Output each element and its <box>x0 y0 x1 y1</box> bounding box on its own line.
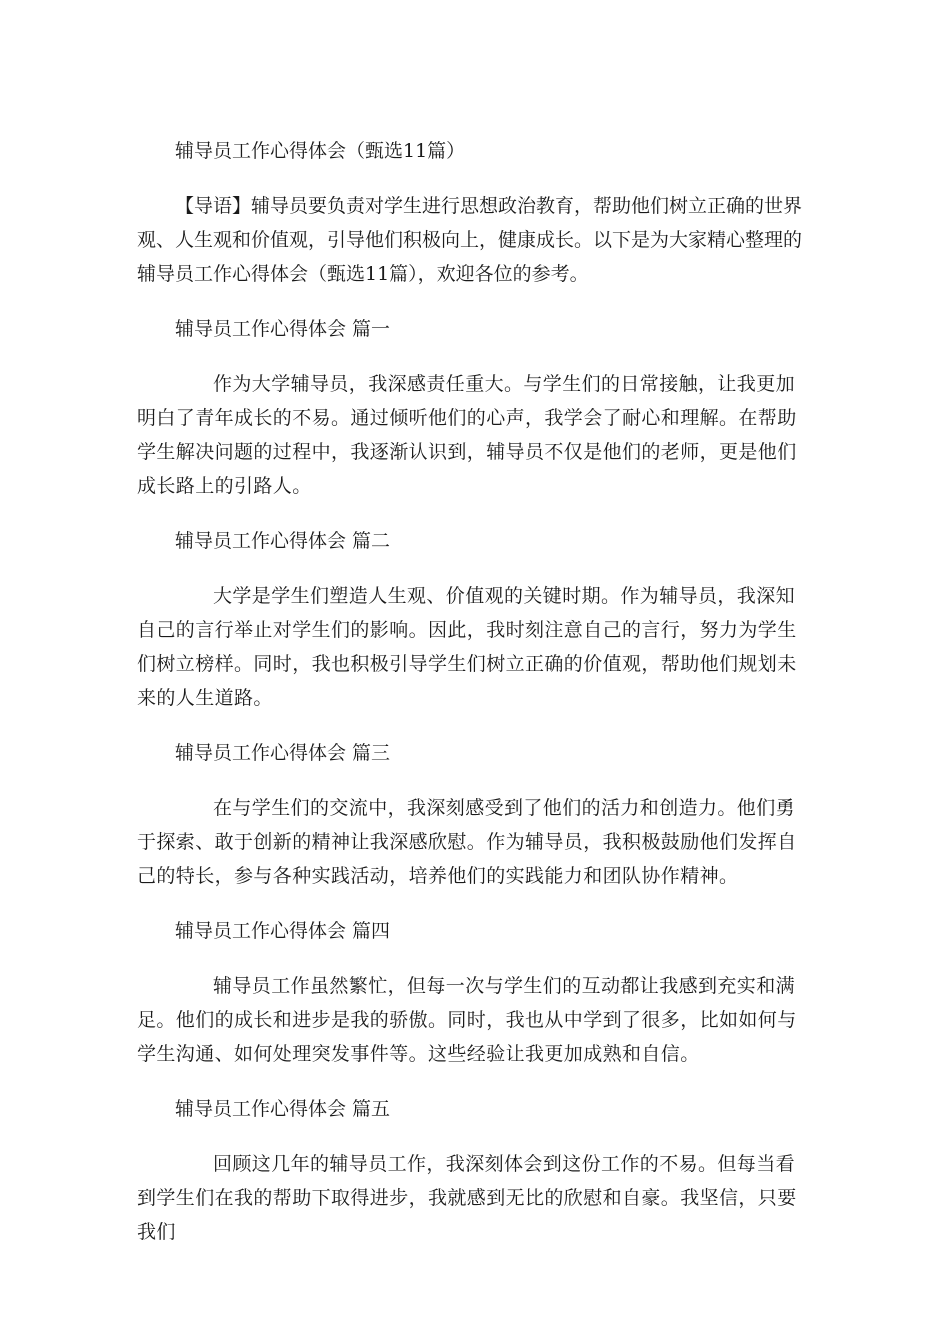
document-content <box>137 134 813 1270</box>
section-heading-2: 辅导员工作心得体会 篇二 <box>175 530 391 552</box>
section-heading-5: 辅导员工作心得体会 篇五 <box>175 1098 391 1120</box>
intro-paragraph: 【导语】辅导员要负责对学生进行思想政治教育，帮助他们树立正确的世界观、人生观和价值观，引导他们积极向上，健康成长。以下是为大家精心整理的辅导员工作心得体会（甄选11篇），欢迎各位的参考。 <box>137 195 803 285</box>
section-body-3: 在与学生们的交流中，我深刻感受到了他们的活力和创造力。他们勇于探索、敢于创新的精神让我深感欣慰。作为辅导员，我积极鼓励他们发挥自己的特长，参与各种实践活动，培养他们的实践能力和团队协作精神。 <box>137 797 797 887</box>
document-title: 辅导员工作心得体会（甄选11篇） <box>175 140 466 162</box>
section-body-2: 大学是学生们塑造人生观、价值观的关键时期。作为辅导员，我深知自己的言行举止对学生们的影响。因此，我时刻注意自己的言行，努力为学生们树立榜样。同时，我也积极引导学生们树立正确的价值观，帮助他们规划未来的人生道路。 <box>137 585 797 709</box>
section-heading-1: 辅导员工作心得体会 篇一 <box>175 318 391 340</box>
section-body-5: 回顾这几年的辅导员工作，我深刻体会到这份工作的不易。但每当看到学生们在我的帮助下取得进步，我就感到无比的欣慰和自豪。我坚信，只要我们 <box>137 1153 797 1243</box>
section-heading-4: 辅导员工作心得体会 篇四 <box>175 920 391 942</box>
section-body-1: 作为大学辅导员，我深感责任重大。与学生们的日常接触，让我更加明白了青年成长的不易。通过倾听他们的心声，我学会了耐心和理解。在帮助学生解决问题的过程中，我逐渐认识到，辅导员不仅是他们的老师，更是他们成长路上的引路人。 <box>137 373 797 497</box>
section-body-4: 辅导员工作虽然繁忙，但每一次与学生们的互动都让我感到充实和满足。他们的成长和进步是我的骄傲。同时，我也从中学到了很多，比如如何与学生沟通、如何处理突发事件等。这些经验让我更加成熟和自信。 <box>137 975 797 1065</box>
section-heading-3: 辅导员工作心得体会 篇三 <box>175 742 391 764</box>
